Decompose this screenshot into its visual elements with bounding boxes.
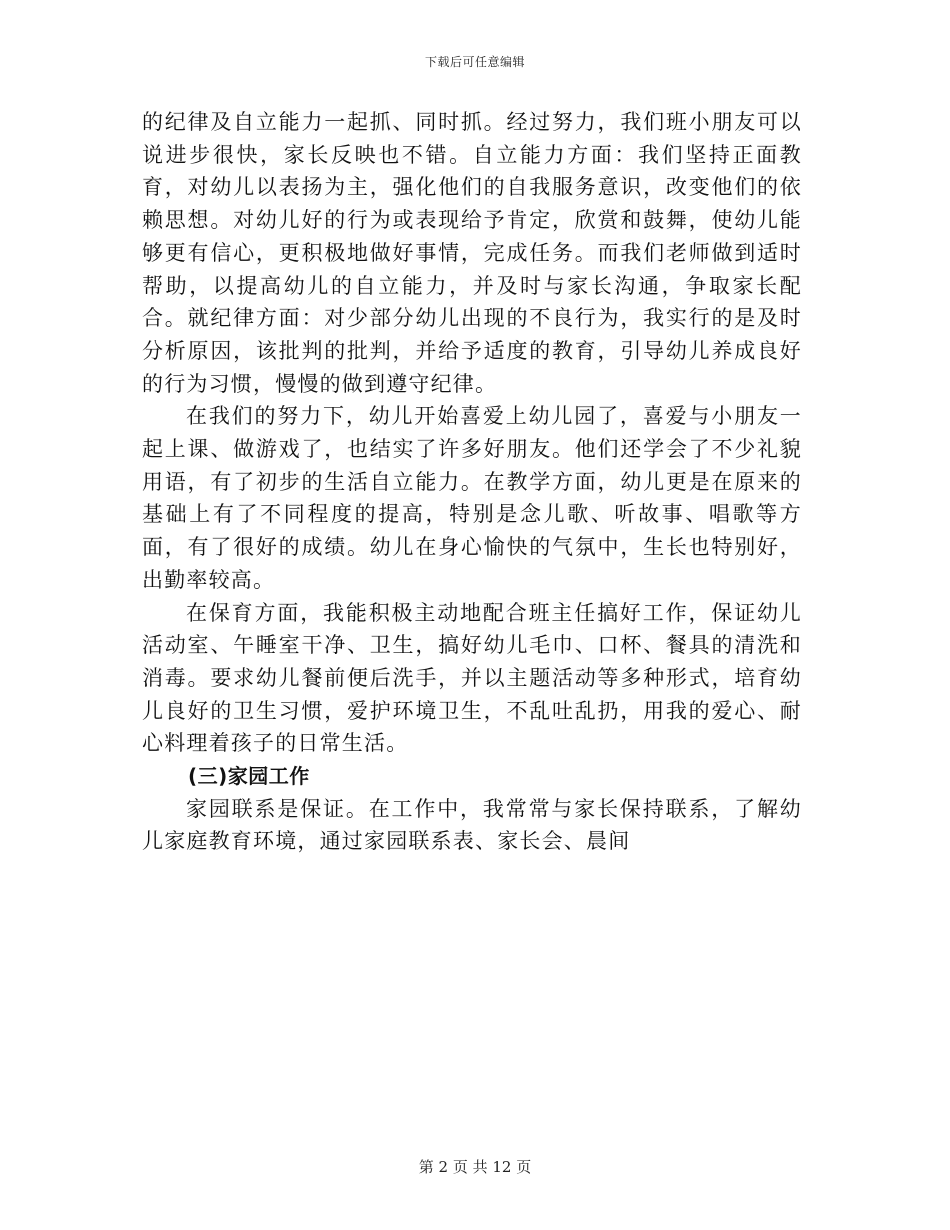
body-paragraph-4: 家园联系是保证。在工作中，我常常与家长保持联系，了解幼儿家庭教育环境，通过家园联系表、家长会、晨间 <box>142 796 802 854</box>
body-paragraph-1: 的纪律及自立能力一起抓、同时抓。经过努力，我们班小朋友可以说进步很快，家长反映也不错。自立能力方面：我们坚持正面教育，对幼儿以表扬为主，强化他们的自我服务意识，改变他们的依赖思想。对幼儿好的行为或表现给予肯定，欣赏和鼓舞，使幼儿能够更有信心，更积极地做好事情，完成任务。而我们老师做到适时帮助，以提高幼儿的自立能力，并及时与家长沟通，争取家长配合。就纪律方面：对少部分幼儿出现的不良行为，我实行的是及时分析原因，该批判的批判，并给予适度的教育，引导幼儿养成良好的行为习惯，慢慢的做到遵守纪律。 <box>142 110 802 396</box>
body-paragraph-3: 在保育方面，我能积极主动地配合班主任搞好工作，保证幼儿活动室、午睡室干净、卫生，搞好幼儿毛巾、口杯、餐具的清洗和消毒。要求幼儿餐前便后洗手，并以主题活动等多种形式，培育幼儿良好的卫生习惯，爱护环境卫生，不乱吐乱扔，用我的爱心、耐心料理着孩子的日常生活。 <box>142 600 802 756</box>
page-footer: 第 2 页 共 12 页 <box>418 1158 532 1176</box>
page-header: 下载后可任意编辑 <box>424 55 525 69</box>
document-body <box>142 106 802 858</box>
body-paragraph-2: 在我们的努力下，幼儿开始喜爱上幼儿园了，喜爱与小朋友一起上课、做游戏了，也结实了许多好朋友。他们还学会了不少礼貌用语，有了初步的生活自立能力。在教学方面，幼儿更是在原来的基础上有了不同程度的提高，特别是念儿歌、听故事、唱歌等方面，有了很好的成绩。幼儿在身心愉快的气氛中，生长也特别好，出勤率较高。 <box>142 404 802 592</box>
section-heading: (三)家园工作 <box>188 764 310 789</box>
